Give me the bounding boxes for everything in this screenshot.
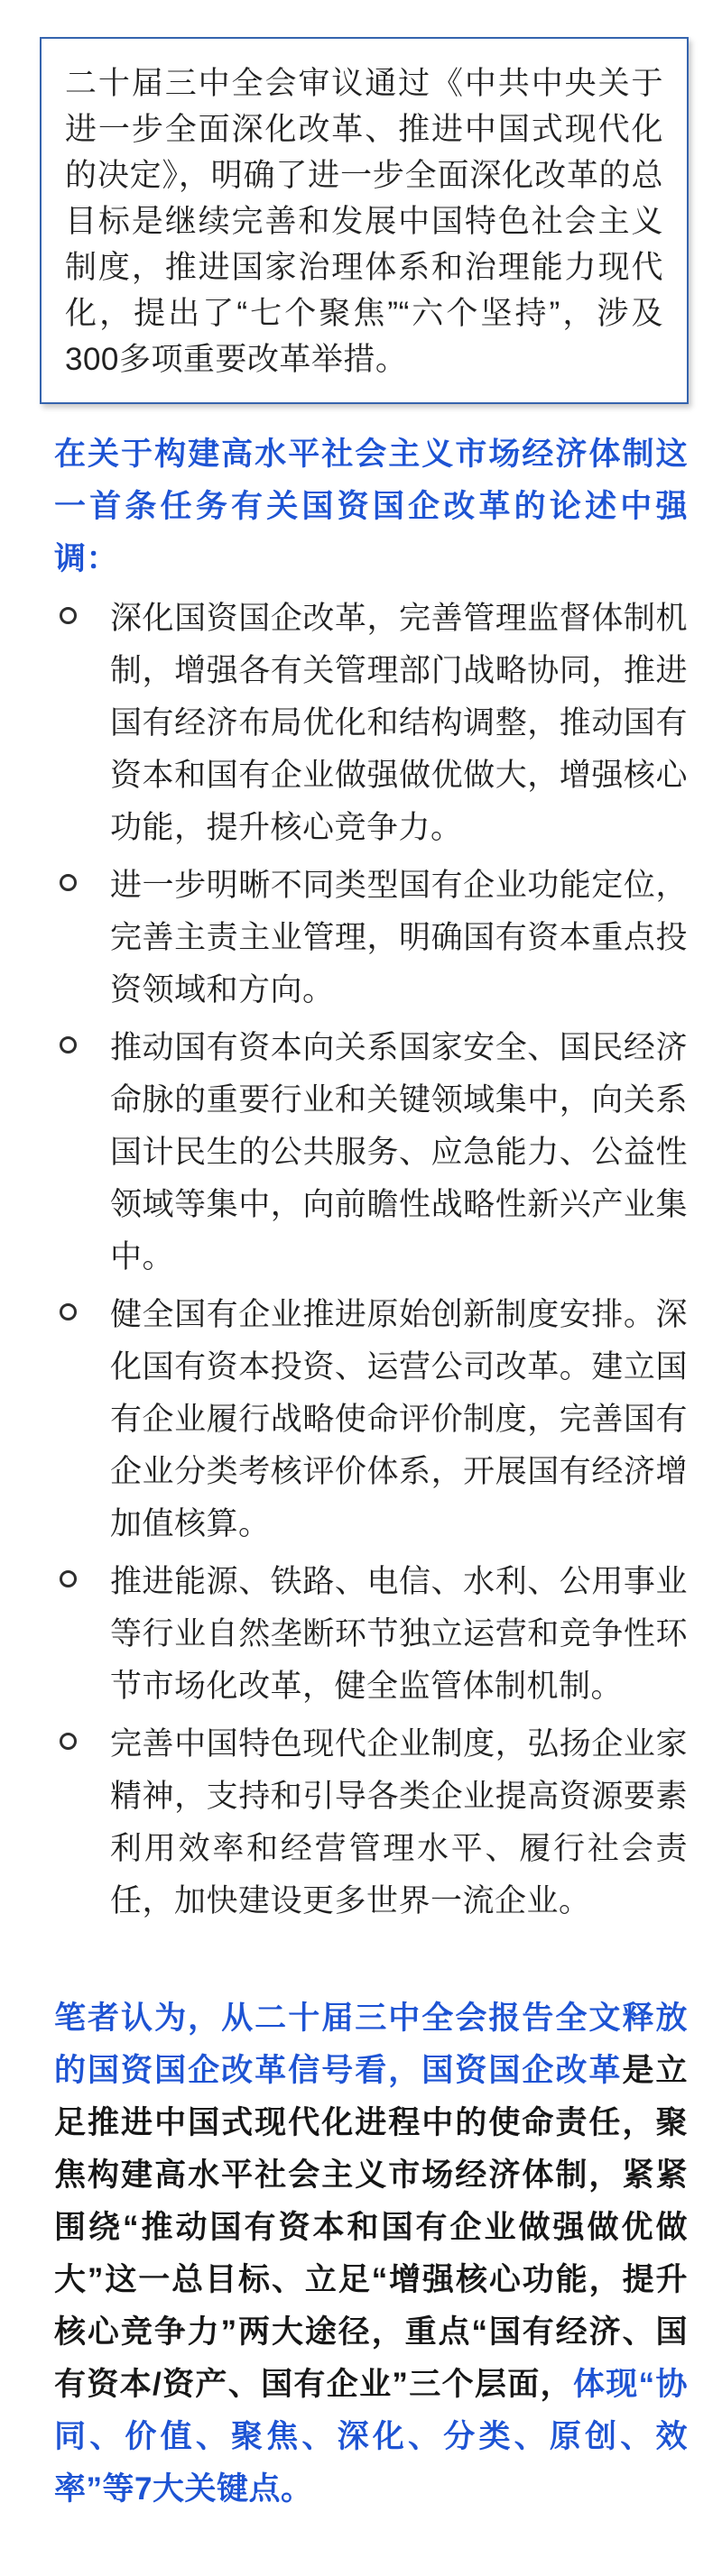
list-item (110, 1022, 688, 1283)
list-item-text: 健全国有企业推进原始创新制度安排。深化国有资本投资、运营公司改革。建立国有企业履行战略使命评价制度，完善国有企业分类考核评价体系，开展国有经济增加值核算。 (110, 1297, 688, 1541)
conclusion-tail-highlight: 体现“协同、价值、聚焦、深化、分类、原创、效率”等7大关键点。 (54, 2367, 688, 2507)
list-item (110, 1556, 688, 1713)
author-conclusion (54, 1992, 688, 2575)
circle-bullet-icon (60, 1570, 77, 1587)
list-item (110, 593, 688, 854)
circle-bullet-icon (60, 1733, 77, 1750)
summary-quote-box (40, 37, 689, 404)
list-item (110, 1289, 688, 1550)
list-item-text: 完善中国特色现代企业制度，弘扬企业家精神，支持和引导各类企业提高资源要素利用效率和经营管理水平、履行社会责任，加快建设更多世界一流企业。 (110, 1726, 688, 1918)
section-lede: 在关于构建高水平社会主义市场经济体制这一首条任务有关国资国企改革的论述中强调： (54, 437, 688, 576)
circle-bullet-icon (60, 1303, 77, 1320)
list-item-text: 推进能源、铁路、电信、水利、公用事业等行业自然垄断环节独立运营和竞争性环节市场化改革，健全监管体制机制。 (110, 1564, 688, 1704)
list-item-text: 推动国有资本向关系国家安全、国民经济命脉的重要行业和关键领域集中，向关系国计民生的公共服务、应急能力、公益性领域等集中，向前瞻性战略性新兴产业集中。 (110, 1030, 688, 1274)
summary-quote-text: 二十届三中全会审议通过《中共中央关于进一步全面深化改革、推进中国式现代化的决定》，明确了进一步全面深化改革的总目标是继续完善和发展中国特色社会主义制度，推进国家治理体系和治理能力现代化，提出了“七个聚焦”“六个坚持”，涉及300多项重要改革举措。 (65, 66, 663, 377)
conclusion-lead-highlight: 笔者认为，从二十届三中全会报告全文释放的国资国企改革信号看，国资国企改革 (54, 2001, 688, 2088)
circle-bullet-icon (60, 607, 77, 624)
conclusion-body-text: 是立足推进中国式现代化进程中的使命责任，聚焦构建高水平社会主义市场经济体制，紧紧围绕“推动国有资本和国有企业做强做优做大”这一总目标、立足“增强核心功能，提升核心竞争力”两大途径，重点“国有经济、国有资本/资产、国有企业”三个层面， (54, 2053, 688, 2402)
circle-bullet-icon (60, 874, 77, 891)
list-item (110, 860, 688, 1017)
list-item-text: 进一步明晰不同类型国有企业功能定位，完善主责主业管理，明确国有资本重点投资领域和方向。 (110, 868, 688, 1007)
reform-points-list (54, 593, 688, 1927)
list-item-text: 深化国资国企改革，完善管理监督体制机制，增强各有关管理部门战略协同，推进国有经济布局优化和结构调整，推动国有资本和国有企业做强做优做大，增强核心功能，提升核心竞争力。 (110, 601, 688, 845)
list-item (110, 1718, 688, 1927)
circle-bullet-icon (60, 1036, 77, 1053)
